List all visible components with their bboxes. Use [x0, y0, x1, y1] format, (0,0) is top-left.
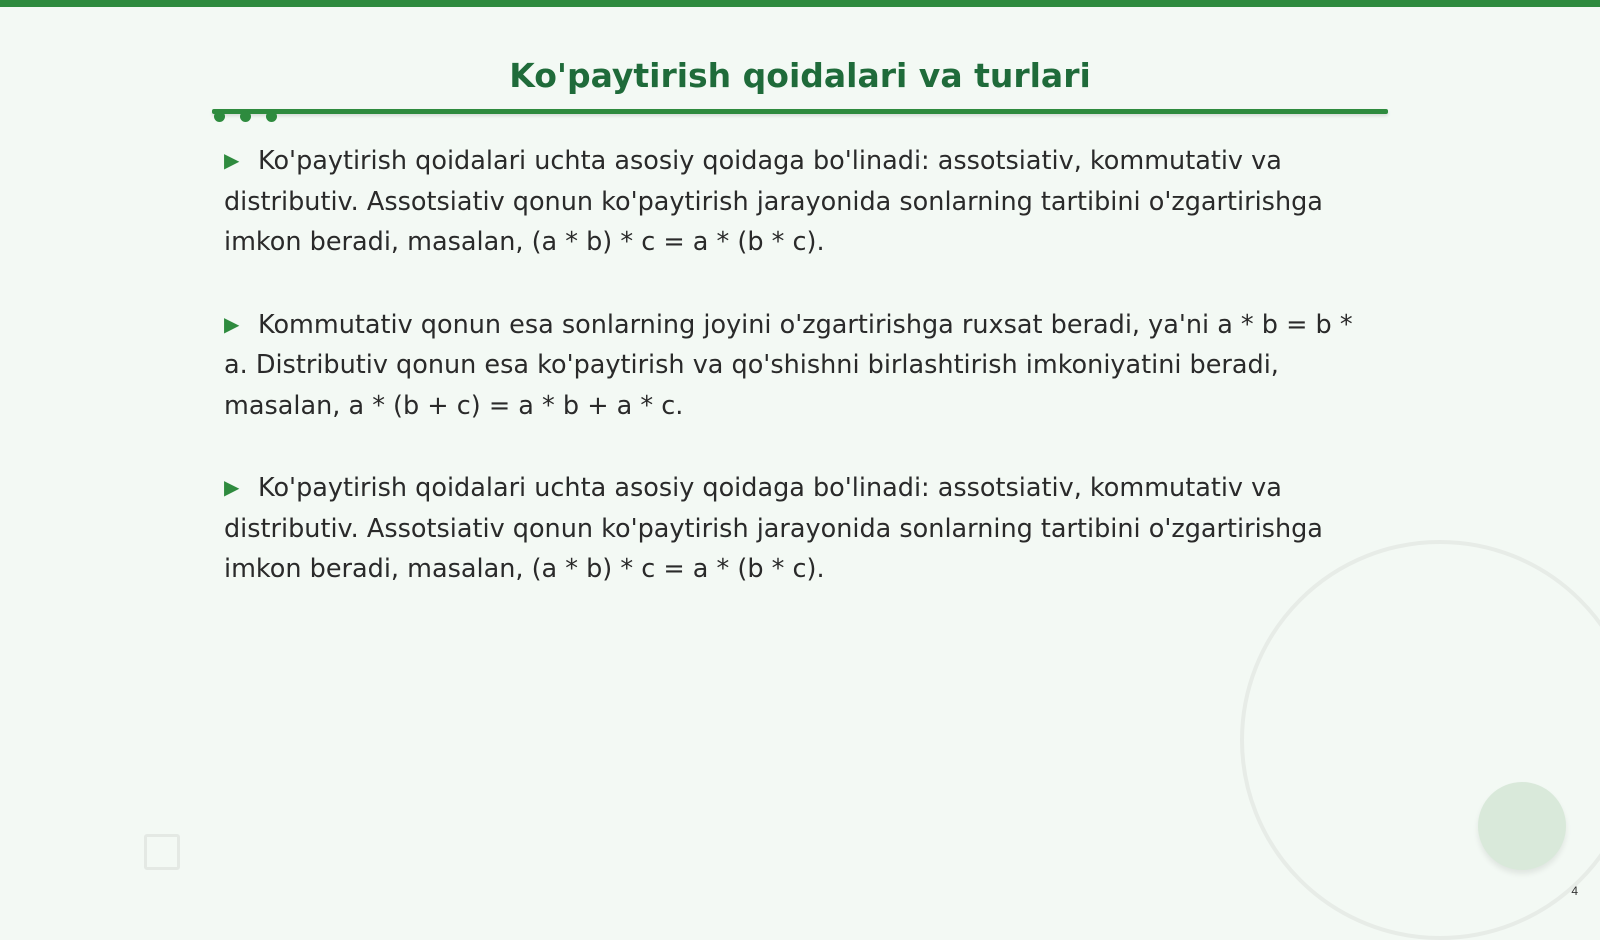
bullet-text: Ko'paytirish qoidalari uchta asosiy qoidaga bo'linadi: assotsiativ, kommutativ va distributiv. Assotsiativ qonun ko'paytirish jarayonida sonlarning tartibini o'zgartirishga imkon beradi, masalan, (a * b) * c = a * (b * c). [224, 146, 1323, 257]
page-number: 4 [1571, 884, 1578, 898]
decor-dot [240, 111, 251, 122]
decor-dot [214, 111, 225, 122]
triangle-bullet-icon: ▶ [224, 148, 240, 172]
bullet-list [224, 140, 1364, 631]
decorative-circle [1478, 782, 1566, 870]
triangle-bullet-icon: ▶ [224, 475, 240, 499]
bullet-item [224, 304, 1364, 427]
bullet-text: Ko'paytirish qoidalari uchta asosiy qoidaga bo'linadi: assotsiativ, kommutativ va distributiv. Assotsiativ qonun ko'paytirish jarayonida sonlarning tartibini o'zgartirishga imkon beradi, masalan, (a * b) * c = a * (b * c). [224, 473, 1323, 584]
top-accent-bar [0, 0, 1600, 7]
title-underline [212, 109, 1388, 114]
bullet-text: Kommutativ qonun esa sonlarning joyini o'zgartirishga ruxsat beradi, ya'ni a * b = b * a. Distributiv qonun esa ko'paytirish va qo'shishni birlashtirish imkoniyatini beradi, masalan, a * (b + c) = a * b + a * c. [224, 309, 1353, 421]
decorative-square [144, 834, 180, 870]
slide-title: Ko'paytirish qoidalari va turlari [509, 56, 1091, 95]
bullet-item [224, 140, 1364, 263]
decor-dot [266, 111, 277, 122]
bullet-item [224, 467, 1364, 590]
triangle-bullet-icon: ▶ [224, 311, 240, 336]
